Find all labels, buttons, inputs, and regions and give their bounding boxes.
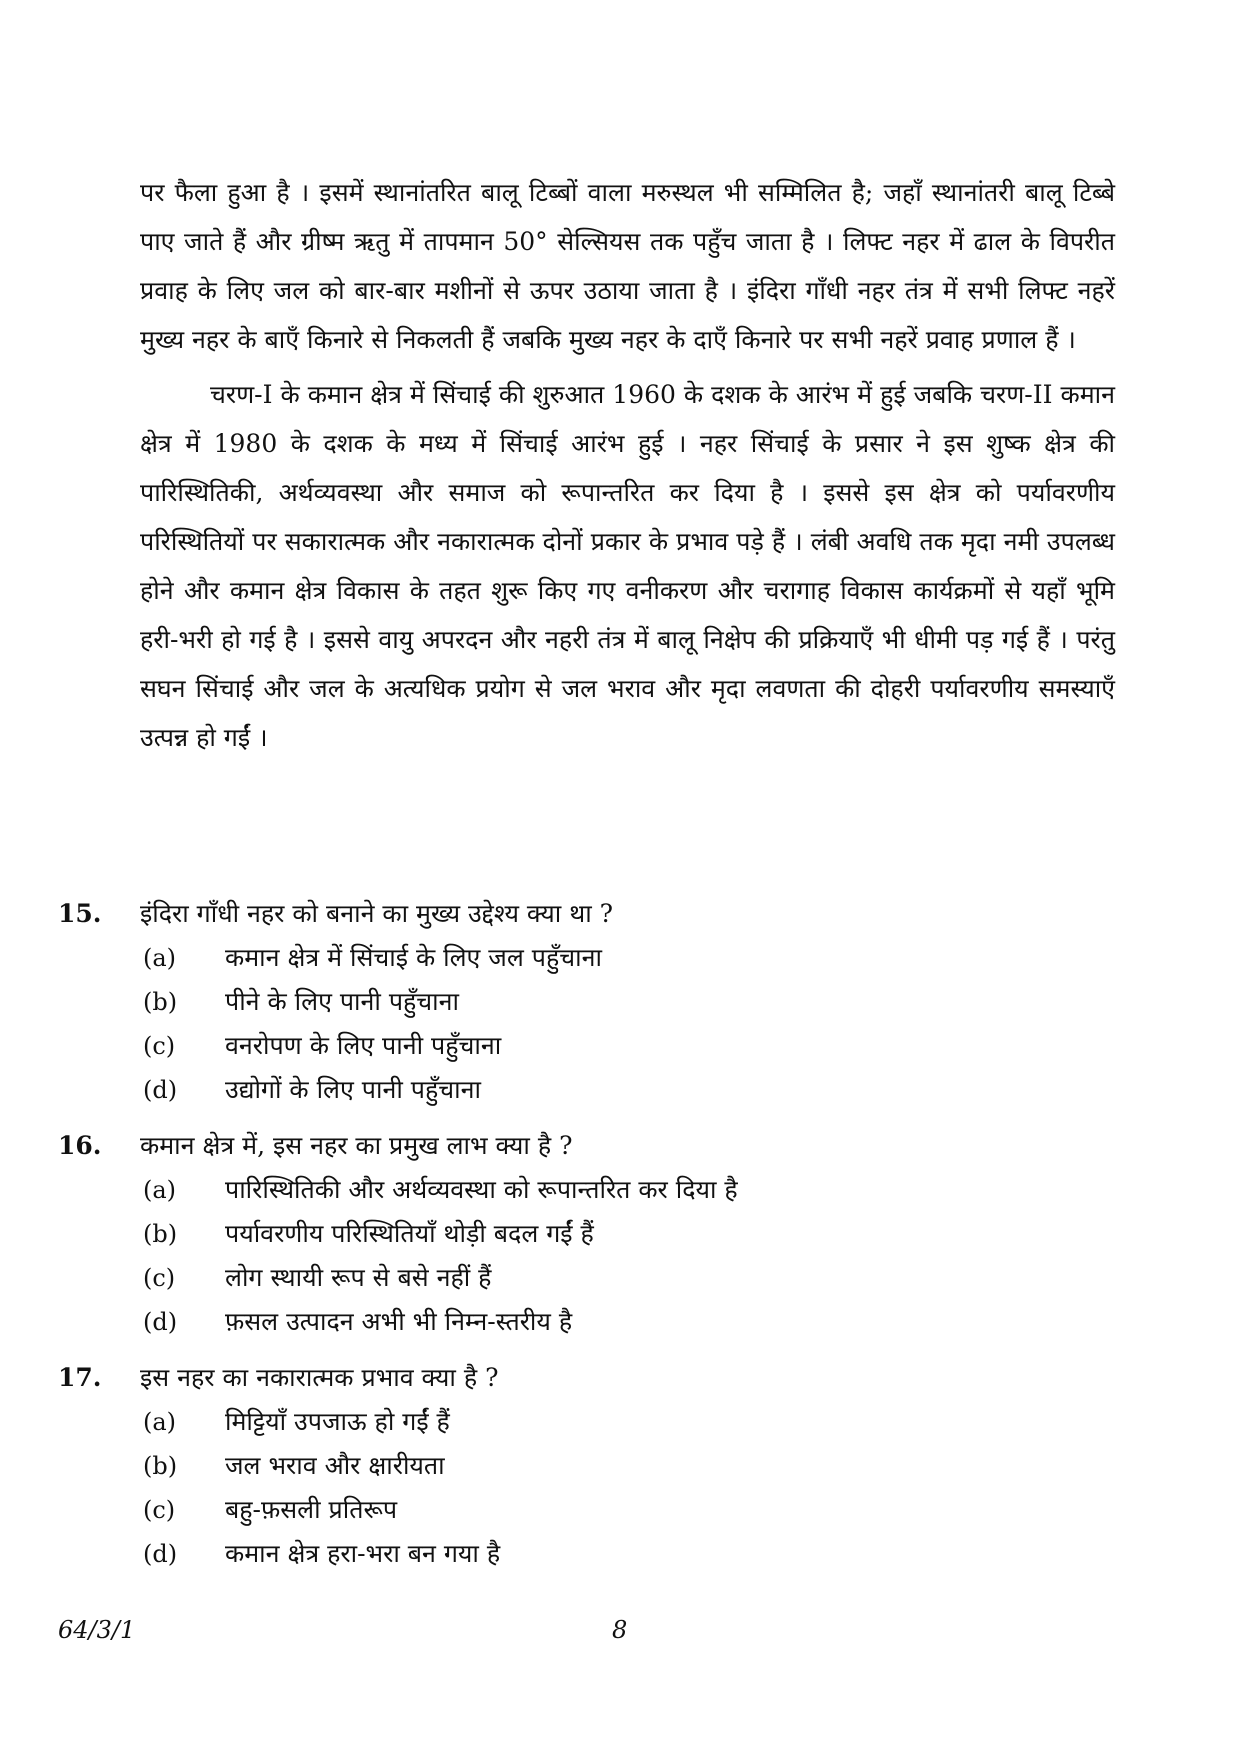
- question-text: कमान क्षेत्र में, इस नहर का प्रमुख लाभ क्या है ?: [140, 1131, 573, 1160]
- option-text: पीने के लिए पानी पहुँचाना: [225, 987, 459, 1016]
- question-number: 16.: [58, 1131, 102, 1160]
- option-label: (a): [143, 1176, 177, 1204]
- question-header: [58, 1360, 1118, 1404]
- option-label: (d): [143, 1308, 178, 1336]
- passage-paragraph: चरण-I के कमान क्षेत्र में सिंचाई की शुरुआत 1960 के दशक के आरंभ में हुई जबकि चरण-II कमान क्षेत्र में 1980 के दशक के मध्य में सिंचाई आरंभ हुई । नहर सिंचाई के प्रसार ने इस शुष्क क्षेत्र की पारिस्थितिकी, अर्थव्यवस्था और समाज को रूपान्तरित कर दिया है । इससे इस क्षेत्र को पर्यावरणीय परिस्थितियों पर सकारात्मक और नकारात्मक दोनों प्रकार के प्रभाव पड़े हैं । लंबी अवधि तक मृदा नमी उपलब्ध होने और कमान क्षेत्र विकास के तहत शुरू किए गए वनीकरण और चरागाह विकास कार्यक्रमों से यहाँ भूमि हरी-भरी हो गई है । इससे वायु अपरदन और नहरी तंत्र में बालू निक्षेप की प्रक्रियाएँ भी धीमी पड़ गई हैं । परंतु सघन सिंचाई और जल के अत्यधिक प्रयोग से जल भराव और मृदा लवणता की दोहरी पर्यावरणीय समस्याएँ उत्पन्न हो गईं ।: [140, 380, 1115, 752]
- option-d: [58, 1536, 1118, 1580]
- option-text: कमान क्षेत्र में सिंचाई के लिए जल पहुँचाना: [225, 943, 602, 972]
- question-header: [58, 896, 1118, 940]
- option-label: (a): [143, 1408, 177, 1436]
- option-c: [58, 1492, 1118, 1536]
- paper-code: 64/3/1: [58, 1616, 136, 1644]
- option-text: पारिस्थितिकी और अर्थव्यवस्था को रूपान्तरित कर दिया है: [225, 1175, 738, 1204]
- question-header: [58, 1128, 1118, 1172]
- option-text: बहु-फ़सली प्रतिरूप: [225, 1495, 398, 1524]
- option-text: लोग स्थायी रूप से बसे नहीं हैं: [225, 1263, 492, 1292]
- option-label: (a): [143, 944, 177, 972]
- option-label: (b): [143, 1220, 178, 1248]
- option-label: (d): [143, 1540, 178, 1568]
- option-text: पर्यावरणीय परिस्थितियाँ थोड़ी बदल गईं हैं: [225, 1219, 594, 1248]
- question-17: [58, 1360, 1118, 1580]
- passage: [140, 168, 1115, 768]
- option-a: [58, 940, 1118, 984]
- option-c: [58, 1260, 1118, 1304]
- option-label: (c): [143, 1032, 176, 1060]
- question-text: इस नहर का नकारात्मक प्रभाव क्या है ?: [140, 1363, 499, 1392]
- question-15: [58, 896, 1118, 1116]
- option-label: (d): [143, 1076, 178, 1104]
- question-number: 17.: [58, 1363, 102, 1392]
- passage-paragraph: पर फैला हुआ है । इसमें स्थानांतरित बालू टिब्बों वाला मरुस्थल भी सम्मिलित है; जहाँ स्थानांतरी बालू टिब्बे पाए जाते हैं और ग्रीष्म ऋतु में तापमान 50° सेल्सियस तक पहुँच जाता है । लिफ्ट नहर में ढाल के विपरीत प्रवाह के लिए जल को बार-बार मशीनों से ऊपर उठाया जाता है । इंदिरा गाँधी नहर तंत्र में सभी लिफ्ट नहरें मुख्य नहर के बाएँ किनारे से निकलती हैं जबकि मुख्य नहर के दाएँ किनारे पर सभी नहरें प्रवाह प्रणाल हैं ।: [140, 178, 1115, 354]
- option-a: [58, 1172, 1118, 1216]
- question-16: [58, 1128, 1118, 1348]
- option-text: फ़सल उत्पादन अभी भी निम्न-स्तरीय है: [225, 1307, 573, 1336]
- option-label: (c): [143, 1264, 176, 1292]
- question-list: [58, 896, 1118, 1592]
- option-b: [58, 1448, 1118, 1492]
- question-text: इंदिरा गाँधी नहर को बनाने का मुख्य उद्देश्य क्या था ?: [140, 899, 614, 928]
- question-number: 15.: [58, 899, 102, 928]
- option-text: जल भराव और क्षारीयता: [225, 1451, 445, 1480]
- option-d: [58, 1304, 1118, 1348]
- option-label: (c): [143, 1496, 176, 1524]
- option-text: उद्योगों के लिए पानी पहुँचाना: [225, 1075, 481, 1104]
- option-b: [58, 1216, 1118, 1260]
- option-text: मिट्टियाँ उपजाऊ हो गईं हैं: [225, 1407, 450, 1436]
- option-b: [58, 984, 1118, 1028]
- option-c: [58, 1028, 1118, 1072]
- option-text: कमान क्षेत्र हरा-भरा बन गया है: [225, 1539, 501, 1568]
- option-label: (b): [143, 988, 178, 1016]
- option-d: [58, 1072, 1118, 1116]
- option-label: (b): [143, 1452, 178, 1480]
- option-text: वनरोपण के लिए पानी पहुँचाना: [225, 1031, 502, 1060]
- page-number: 8: [612, 1616, 628, 1644]
- option-a: [58, 1404, 1118, 1448]
